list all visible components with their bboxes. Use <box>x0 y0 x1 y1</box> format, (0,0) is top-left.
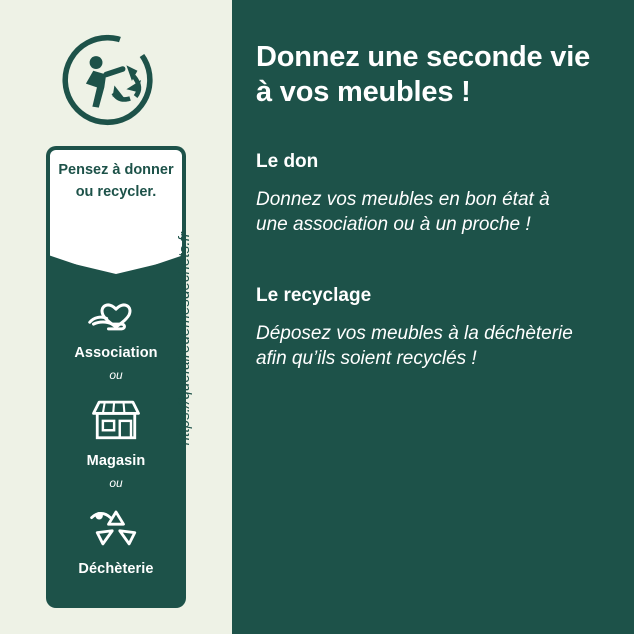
website-url[interactable]: https://quefairedemesdechets.fr <box>176 232 193 446</box>
section-body: Donnez vos meubles en bon état à une association ou à un proche ! <box>256 188 550 235</box>
option-label: Association <box>74 345 158 361</box>
section-title: Le recyclage <box>256 284 372 306</box>
option-label: Déchèterie <box>78 561 154 577</box>
right-panel <box>232 0 634 634</box>
hand-heart-icon <box>46 286 186 338</box>
option-dechterie <box>46 502 186 578</box>
option-magasin <box>46 394 186 470</box>
option-label: Magasin <box>86 453 146 469</box>
option-association <box>46 286 186 362</box>
page-title: Donnez une seconde vie à vos meubles ! <box>256 41 591 109</box>
recycling-center-icon <box>46 502 186 554</box>
left-panel <box>0 0 232 634</box>
section-title: Le don <box>256 150 319 172</box>
section-recyclage <box>256 285 612 371</box>
ribbon-heading: Pensez à donner ou recycler. <box>58 162 174 200</box>
separator-ou-2: ou <box>109 476 123 490</box>
section-don <box>256 151 612 237</box>
ribbon <box>46 146 186 608</box>
shop-icon <box>46 394 186 446</box>
separator-ou-1: ou <box>109 368 123 382</box>
person-recycling-icon <box>62 34 154 126</box>
section-body: Déposez vos meubles à la déchèterie afin qu’ils soient recyclés ! <box>256 322 573 369</box>
